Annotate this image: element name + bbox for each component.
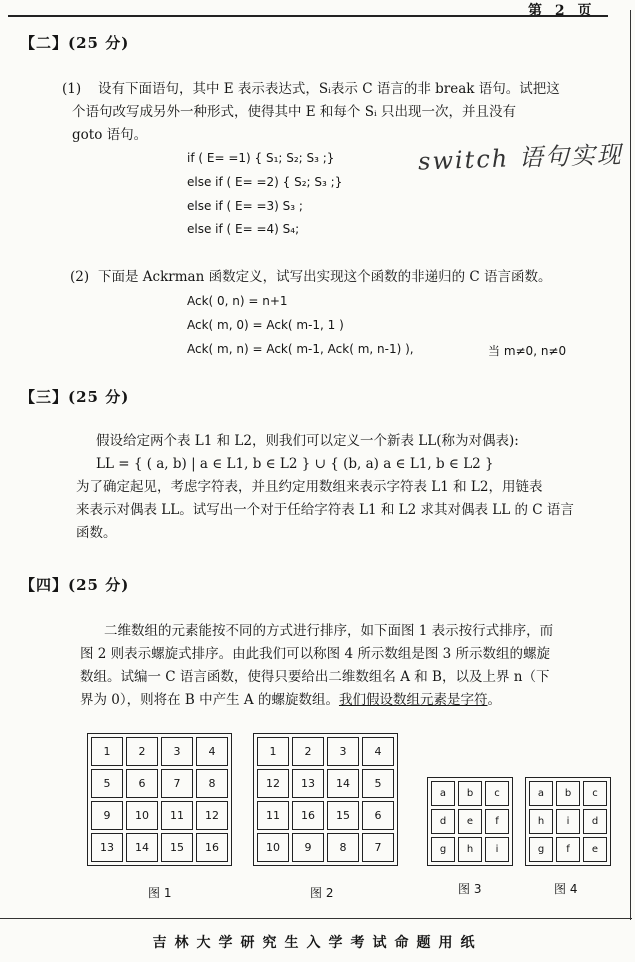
figure-1-caption: 图 1 (148, 886, 172, 900)
grid-cell: 8 (196, 769, 228, 798)
grid-cell: e (583, 837, 607, 862)
grid-cell: f (485, 809, 509, 834)
s4-line-4-end: 。 (487, 692, 501, 708)
grid-cell: 16 (196, 833, 228, 862)
grid-cell: a (529, 781, 553, 806)
q2-label: (2) (70, 269, 90, 285)
q2-line-1: 下面是 Ackrman 函数定义，试写出实现这个函数的非递归的 C 语言函数。 (98, 269, 552, 285)
grid-cell: 1 (91, 737, 123, 766)
figure-1-grid (87, 733, 232, 866)
grid-cell: c (583, 781, 607, 806)
grid-cell: 7 (362, 833, 394, 862)
s3-line-1: 假设给定两个表 L1 和 L2，则我们可以定义一个新表 LL(称为对偶表): (96, 433, 519, 449)
section-4-heading: 【四】(25 分) (20, 576, 130, 594)
grid-cell: 2 (126, 737, 158, 766)
grid-cell: 16 (292, 801, 324, 830)
grid-cell: 15 (327, 801, 359, 830)
s3-line-4: 来表示对偶表 LL。试写出一个对于任给字符表 L1 和 L2 求其对偶表 LL 的 C 语言 (76, 502, 574, 518)
page-number: 第 2 页 (528, 3, 596, 19)
figure-2-grid (253, 733, 398, 866)
s3-line-5: 函数。 (76, 525, 117, 541)
grid-cell: i (485, 837, 509, 862)
grid-cell: b (458, 781, 482, 806)
figure-4-grid (525, 777, 611, 866)
table-row (431, 809, 509, 834)
grid-cell: 11 (161, 801, 193, 830)
code-line-4: else if ( E= =4) S₄; (187, 222, 300, 236)
grid-cell: 14 (126, 833, 158, 862)
s4-line-1: 二维数组的元素能按不同的方式进行排序，如下面图 1 表示按行式排序，而 (104, 623, 554, 639)
top-rule (8, 15, 608, 17)
grid-cell: 4 (196, 737, 228, 766)
grid-cell: 13 (91, 833, 123, 862)
grid-cell: b (556, 781, 580, 806)
grid-cell: a (431, 781, 455, 806)
table-row (431, 781, 509, 806)
grid-cell: 12 (196, 801, 228, 830)
grid-cell: 3 (161, 737, 193, 766)
handwritten-note: switch 语句实现 (417, 140, 624, 176)
figure-4-caption: 图 4 (554, 882, 578, 896)
grid-cell: 13 (292, 769, 324, 798)
grid-cell: 10 (126, 801, 158, 830)
grid-cell: 3 (327, 737, 359, 766)
code-line-1: if ( E= =1) { S₁; S₂; S₃ ;} (187, 151, 335, 165)
footer-text: 吉林大学研究生入学考试命题用纸 (152, 935, 483, 951)
grid-cell: 6 (126, 769, 158, 798)
grid-cell: d (431, 809, 455, 834)
s4-line-4 (80, 689, 501, 712)
q1-line-3: goto 语句。 (72, 127, 148, 143)
grid-cell: 10 (257, 833, 289, 862)
q1-line-2: 个语句改写成另外一种形式，使得其中 E 和每个 Sᵢ 只出现一次，并且没有 (72, 104, 516, 120)
s4-line-4-text: 界为 0），则将在 B 中产生 A 的螺旋数组。 (80, 692, 339, 708)
grid-cell: 4 (362, 737, 394, 766)
s4-underlined-note: 我们假设数组元素是字符 (338, 692, 488, 708)
grid-cell: d (583, 809, 607, 834)
ack-def-1: Ack( 0, n) = n+1 (187, 294, 288, 308)
grid-cell: 5 (362, 769, 394, 798)
s3-line-3: 为了确定起见，考虑字符表，并且约定用数组来表示字符表 L1 和 L2，用链表 (76, 479, 543, 495)
grid-cell: g (431, 837, 455, 862)
ack-def-2: Ack( m, 0) = Ack( m-1, 1 ) (187, 318, 344, 332)
grid-cell: 8 (327, 833, 359, 862)
table-row (431, 837, 509, 862)
table-row (91, 769, 228, 798)
grid-cell: i (556, 809, 580, 834)
grid-cell: e (458, 809, 482, 834)
right-border (630, 10, 631, 920)
grid-cell: 11 (257, 801, 289, 830)
grid-cell: 5 (91, 769, 123, 798)
grid-cell: f (556, 837, 580, 862)
grid-cell: 9 (91, 801, 123, 830)
grid-cell: 9 (292, 833, 324, 862)
table-row (257, 769, 394, 798)
table-row (257, 737, 394, 766)
grid-cell: 1 (257, 737, 289, 766)
q1-line-1: 设有下面语句，其中 E 表示表达式，Sᵢ表示 C 语言的非 break 语句。试把这 (98, 81, 560, 97)
q1-label: (1) (62, 81, 82, 97)
grid-cell: 14 (327, 769, 359, 798)
grid-cell: h (458, 837, 482, 862)
ack-def-3: Ack( m, n) = Ack( m-1, Ack( m, n-1) ), (187, 342, 414, 356)
table-row (529, 809, 607, 834)
grid-cell: g (529, 837, 553, 862)
section-2-heading: 【二】(25 分) (20, 34, 130, 52)
table-row (91, 737, 228, 766)
ack-condition: 当 m≠0, n≠0 (488, 344, 567, 358)
s4-line-2: 图 2 则表示螺旋式排序。由此我们可以称图 4 所示数组是图 3 所示数组的螺旋 (80, 646, 551, 662)
figure-2-caption: 图 2 (310, 886, 334, 900)
table-row (91, 801, 228, 830)
s4-line-3: 数组。试编一 C 语言函数，使得只要给出二维数组名 A 和 B，以及上界 n（下 (80, 669, 550, 685)
table-row (257, 801, 394, 830)
grid-cell: 6 (362, 801, 394, 830)
table-row (91, 833, 228, 862)
grid-cell: 12 (257, 769, 289, 798)
code-line-3: else if ( E= =3) S₃ ; (187, 199, 303, 213)
grid-cell: h (529, 809, 553, 834)
table-row (257, 833, 394, 862)
grid-cell: c (485, 781, 509, 806)
grid-cell: 2 (292, 737, 324, 766)
table-row (529, 837, 607, 862)
table-row (529, 781, 607, 806)
figure-3-grid (427, 777, 513, 866)
s3-line-2: LL = { ( a, b) | a ∈ L1, b ∈ L2 } ∪ { (b, a) a ∈ L1, b ∈ L2 } (96, 456, 494, 472)
bottom-rule (0, 918, 632, 919)
section-3-heading: 【三】(25 分) (20, 388, 130, 406)
grid-cell: 7 (161, 769, 193, 798)
figure-3-caption: 图 3 (458, 882, 482, 896)
grid-cell: 15 (161, 833, 193, 862)
code-line-2: else if ( E= =2) { S₂; S₃ ;} (187, 175, 343, 189)
